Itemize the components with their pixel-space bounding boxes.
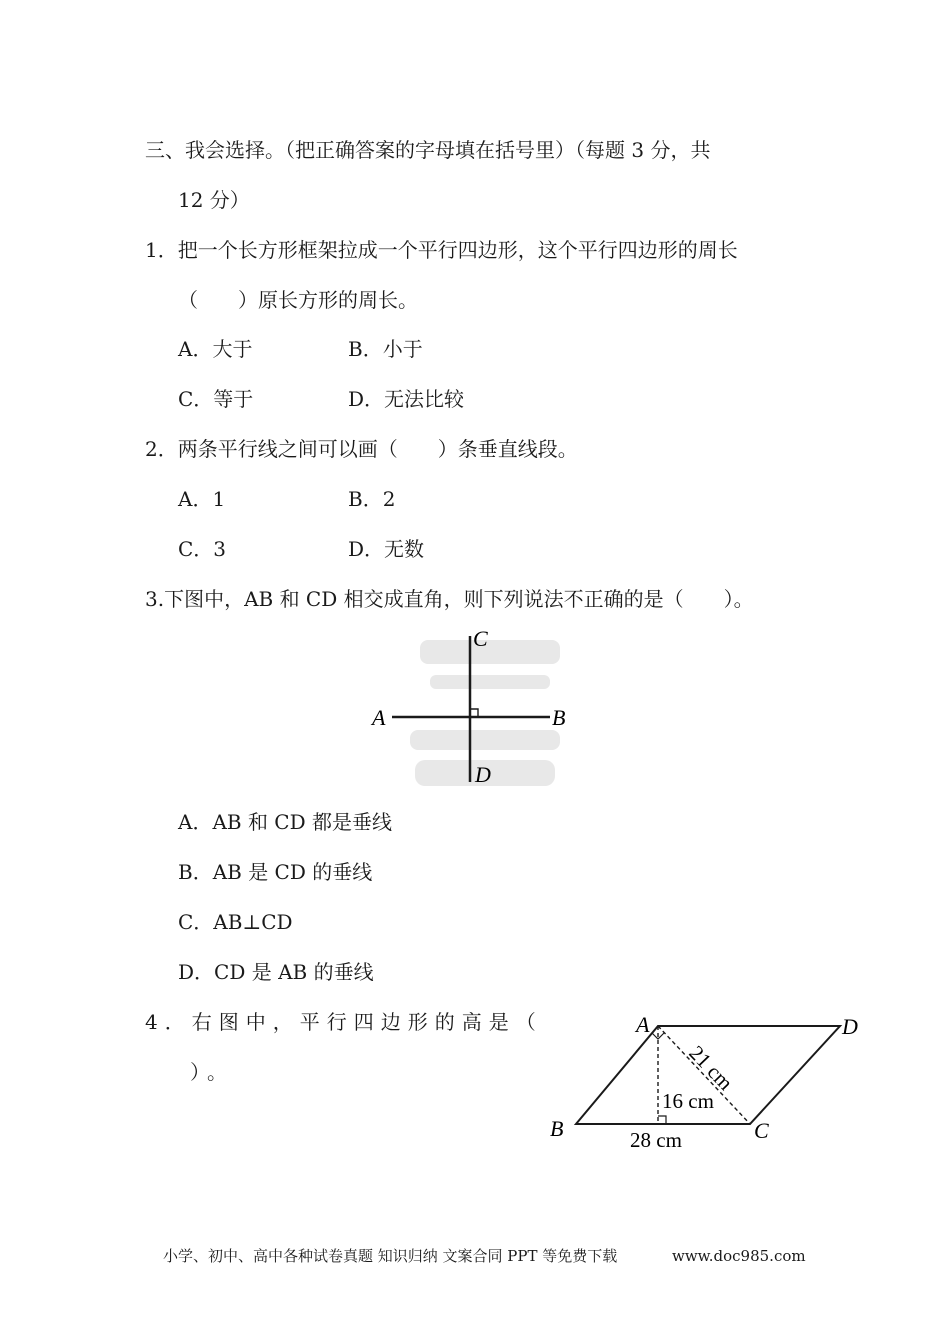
label-c: C — [754, 1118, 769, 1143]
q1-stem-line2: （ ）原长方形的周长。 — [178, 288, 418, 312]
q2-stem: 2．两条平行线之间可以画（ ）条垂直线段。 — [145, 437, 578, 461]
q1-option-d[interactable]: D．无法比较 — [348, 387, 465, 411]
footer-text: 小学、初中、高中各种试卷真题 知识归纳 文案合同 PPT 等免费下载 — [163, 1247, 618, 1265]
q1-option-a[interactable]: A．大于 — [178, 337, 253, 361]
q3-stem: 3.下图中，AB 和 CD 相交成直角，则下列说法不正确的是（ ）。 — [145, 587, 754, 611]
q3-option-a[interactable]: A．AB 和 CD 都是垂线 — [178, 810, 392, 834]
label-b: B — [550, 1116, 564, 1141]
q1-stem-line1: 1．把一个长方形框架拉成一个平行四边形，这个平行四边形的周长 — [145, 238, 738, 262]
q2-option-d[interactable]: D．无数 — [348, 537, 425, 561]
label-d: D — [475, 762, 491, 787]
q2-option-c[interactable]: C．3 — [178, 537, 227, 561]
label-a: A — [636, 1012, 650, 1037]
label-c: C — [473, 626, 488, 651]
q3-option-b[interactable]: B．AB 是 CD 的垂线 — [178, 860, 373, 884]
diag-length: 21 cm — [684, 1040, 738, 1095]
section-heading-line1: 三、我会选择。（把正确答案的字母填在括号里）（每题 3 分，共 — [145, 138, 711, 162]
q2-option-a[interactable]: A．1 — [178, 487, 226, 511]
section-heading-line2: 12 分） — [178, 188, 250, 212]
base-length: 28 cm — [630, 1128, 682, 1152]
height-length: 16 cm — [662, 1089, 714, 1113]
footer-url[interactable]: www.doc985.com — [672, 1247, 806, 1265]
q4-stem-line2: ）。 — [190, 1060, 234, 1084]
q1-option-c[interactable]: C．等于 — [178, 387, 254, 411]
label-b: B — [552, 705, 566, 730]
q3-perpendicular-figure — [360, 620, 580, 795]
label-d: D — [842, 1014, 858, 1039]
label-a: A — [372, 705, 386, 730]
q4-parallelogram-figure — [540, 1008, 870, 1158]
q4-stem-line1: 4．右图中，平行四边形的高是（ — [145, 1010, 543, 1034]
right-angle-mark-base — [658, 1116, 666, 1124]
q3-option-d[interactable]: D．CD 是 AB 的垂线 — [178, 960, 374, 984]
q1-option-b[interactable]: B．小于 — [348, 337, 423, 361]
q2-option-b[interactable]: B．2 — [348, 487, 396, 511]
q3-option-c[interactable]: C．AB⊥CD — [178, 910, 293, 934]
